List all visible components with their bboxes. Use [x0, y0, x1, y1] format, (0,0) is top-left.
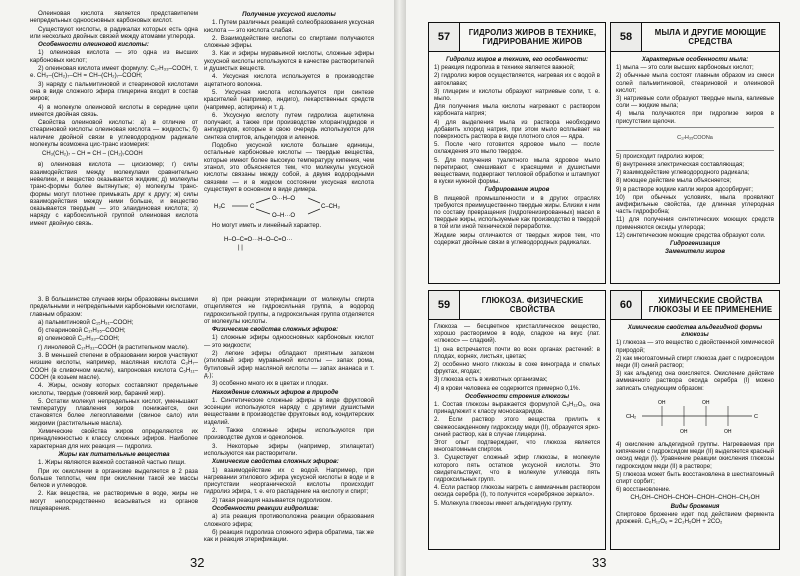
svg-text:OH: OH: [724, 428, 732, 435]
list-item: 5) глюкоза может быть восстановлена в шестиатомный спирт сорбит;: [616, 470, 774, 486]
list-item: 11) для получения синтетических моющих средств применяются оксиды углерода;: [616, 216, 774, 231]
card-58: [610, 22, 780, 284]
list-item: в) олеиновая кислота — цисизомер; г) силы взаимодействия между молекулами сравнительно невелики, и вещество оказывается жидким; д) молекулы транс-формы более вытянутые; е) молекулы транс-формы могут плотнее примыкать друг к другу; ж) силы взаимодействия между ними больше, и вещество оказывается твердым — это элаидиновая кислота; з) наряду с карбоксильной группой олеиновая кислота имеет двойную связь.: [30, 161, 198, 227]
list-item: 4) для выделения мыла из раствора необходимо добавить хлорид натрия, при этом мыло всплывает на поверхность раствора в виде плотного слоя — ядра.: [434, 118, 600, 141]
list-item: 4. Жиры, основу которых составляют предельные кислоты, твердые (говяжий жир, бараний жир).: [30, 382, 198, 397]
text-paragraph: Олеиновая кислота является представителем непредельных одноосновных карбоновых кислот.: [30, 10, 198, 25]
list-item: 1) сложные эфиры одноосновных карбоновых кислот — это жидкости;: [204, 334, 374, 349]
list-item: 4. Если раствор глюкозы нагреть с аммиачным раствором оксида серебра (I), то получится «серебряное зеркало».: [434, 484, 600, 499]
left-col1-top: [30, 10, 198, 282]
card-body: [429, 320, 605, 511]
card-body: [429, 52, 605, 250]
book-gutter: [394, 0, 406, 576]
list-item: 3. Некоторые эфиры (например, этилацетат) используются как растворители.: [204, 442, 374, 457]
card-body: [611, 320, 779, 529]
section-heading: Виды брожения: [670, 502, 720, 510]
list-item: 1) она встречается почти во всех органах растений: в плодах, корнях, листьях, цветах;: [434, 345, 600, 360]
list-item: 6. Уксусную кислоту путем гидролиза ацетилена получают, а также при производстве хлорангидридов и ангидридов, которые в свою очередь используются для синтеза спиртов, альдегидов и алкенов.: [204, 111, 374, 141]
list-item: 10) при обычных условиях, мыла проявляют амфифильные свойства, где длинная углеродная часть гидрофобна;: [616, 193, 774, 216]
list-item: 7) взаимодействие углеводородного радикала;: [616, 169, 750, 177]
list-item: 3) особенно много их в цветах и плодах.: [212, 380, 329, 388]
list-item: 3) глицерин и кислоты образуют натриевые соли, т. е. мыло.: [434, 87, 600, 103]
list-item: 1) взаимодействие их с водой. Например, при нагревании этилового эфира уксусной кислоты в воде и в присутствии неорганической кислоты происходит гидролиз эфира, т. е. его распадение на кислоту и спирт;: [204, 466, 374, 496]
section-heading: Особенности олеиновой кислоты:: [38, 41, 149, 49]
list-item: Для получения мыла кислоты нагревают с раствором карбоната натрия;: [434, 103, 600, 118]
list-item: 2) такая реакция называется гидролизом.: [212, 496, 333, 504]
card-header: [429, 23, 605, 52]
svg-text:OH: OH: [702, 399, 710, 406]
svg-text:O–H···O: O–H···O: [272, 213, 295, 220]
svg-text:H–O–C=O···H–O–C=O···: H–O–C=O···H–O–C=O···: [224, 236, 293, 243]
list-item: 1. Жиры являются важной составной частью пищи.: [38, 459, 186, 467]
list-item: 3. В большинстве случаев жиры образованы высшими предельными и непредельными карбоновыми кислотами, главным образом:: [30, 296, 198, 318]
card-header: [611, 23, 779, 52]
section-heading: Гидрогенизация: [669, 240, 721, 248]
section-heading: Жиры как питательные вещества: [58, 450, 170, 458]
glucose-structure-diagram: [622, 396, 772, 436]
section-heading: Характерные особенности мыла:: [641, 56, 749, 63]
list-item: 1) олеиновая кислота — это одна из высших карбоновых кислот;: [30, 49, 198, 64]
list-item: Химические свойства жиров определяются их принадлежностью к классу сложных эфиров. Наиболее характерная для них реакция — гидролиз.: [30, 428, 198, 450]
svg-text:O···H–O: O···H–O: [272, 196, 295, 203]
list-item: 2. Взаимодействие кислоты со спиртами получаются сложные эфиры.: [204, 34, 374, 50]
svg-text:C: C: [250, 204, 255, 211]
svg-text:OH: OH: [680, 428, 688, 435]
left-col2-bottom: [204, 296, 374, 548]
card-title: ГИДРОЛИЗ ЖИРОВ В ТЕХНИКЕ, ГИДРИРОВАНИЕ ЖИРОВ: [468, 28, 597, 46]
section-heading: Гидрирование жиров: [484, 186, 550, 194]
section-heading: Особенности реакции гидролиза:: [212, 505, 319, 513]
page-number: 33: [592, 555, 607, 570]
section-heading: Химические свойства альдегидной формы глюкозы: [627, 324, 763, 339]
list-item: 3) как альдегид она окисляется. Окисление действие аммиачного раствора оксида серебра (I) можно записать следующим образом:: [616, 370, 774, 392]
list-item: 12) синтетические моющие средства образуют соли.: [616, 231, 766, 239]
list-item: 6) восстановление.: [616, 486, 671, 494]
list-item: 2) легкие эфиры обладают приятным запахом (этиловый эфир муравьиной кислоты — запах рома, бутиловый эфир масляной кислоты — запах ананаса и т. д.);: [204, 350, 374, 379]
list-item: 5. Для получения туалетного мыла ядровое мыло перетирают, смешивают с красящими и душистыми веществами, подвергают тепловой обработке и штампуют в куски нужной формы.: [434, 156, 600, 186]
list-item: 3. В меньшей степени в образовании жиров участвуют низшие кислоты, например, масляная кислота C₃H₇–COOH (в сливочном масле), капроновая кислота C₅H₁₁–COOH (в козьем масле).: [30, 352, 198, 381]
card-57: [428, 22, 606, 284]
list-item: 5) происходит гидролиз жиров;: [616, 152, 704, 160]
list-item: г) линолевой C₁₇H₃₁–COOH (в растительном масле).: [38, 343, 189, 351]
card-title: МЫЛА И ДРУГИЕ МОЮЩИЕ СРЕДСТВА: [654, 28, 767, 46]
card-number: 59: [429, 291, 460, 319]
list-item: 2) гидролиз жиров осуществляется, нагревая их с водой в автоклавах;: [434, 72, 600, 87]
text-paragraph: в) при реакции этерификации от молекулы спирта отщепляется не гидроксильная группа, а водород гидроксильной группы, а гидроксильная группа отделяется от молекулы кислоты.: [204, 296, 374, 325]
list-item: 4) в крови человека ее содержится примерно 0,1%.: [434, 384, 581, 392]
list-item: б) реакция гидролиза сложного эфира обратима, так же как и реакция этерификации.: [204, 528, 374, 544]
list-item: 2. Как вещества, не растворимые в воде, жиры не могут непосредственно всасываться из органов пищеварения.: [30, 490, 198, 513]
linear-structure-diagram: [204, 231, 354, 251]
section-heading: Химические свойства сложных эфиров:: [212, 458, 339, 466]
list-item: 2) как многоатомный спирт глюкоза дает с гидроксидом меди (II) синий раствор;: [616, 354, 774, 370]
card-59: [428, 290, 606, 550]
svg-text:| |: | |: [238, 244, 243, 251]
list-item: При их окислении в организме выделяется в 2 раза больше теплоты, чем при окислении такой же массы белков и углеводов.: [30, 467, 198, 490]
text-paragraph: Существуют кислоты, в радикалах которых есть одна или несколько двойных связей между атомами углерода.: [30, 25, 198, 40]
card-number: 57: [429, 23, 460, 51]
right-page: [406, 0, 800, 576]
list-item: 5. Молекула глюкозы имеет альдегидную группу.: [434, 499, 573, 507]
list-item: 2) обычные мыла состоят главным образом из смеси солей пальмитиновой, стеариновой и олеиновой кислот;: [616, 72, 774, 94]
list-item: 3) глюкоза есть в животных организмах;: [434, 376, 548, 384]
svg-text:CH₂: CH₂: [626, 413, 637, 420]
list-item: Глюкоза — бесцветное кристаллическое вещество, хорошо растворимое в воде, сладкое на вкус (лат. «глюкос» — сладкий).: [434, 323, 600, 345]
list-item: 5. Остатки молекул непредельных кислот, уменьшают температуру плавления жиров понижается, они становятся более легкоплавкими (свиное сало) или жидкими (растительные масла).: [30, 397, 198, 427]
card-number: 58: [611, 23, 642, 51]
list-item: 4. Уксусная кислота используется в производстве ацетатного волокна.: [204, 73, 374, 88]
card-header: [611, 291, 779, 320]
page-number: 32: [190, 555, 205, 570]
svg-text:C: C: [754, 413, 758, 420]
list-item: 5. После чего готовится ядровое мыло — после охлаждения это мыло твердое.: [434, 141, 600, 156]
formula-line: CH₂OH‒CHOH‒CHOH‒CHOH‒CHOH‒CH₂OH: [630, 494, 760, 502]
list-item: 8) моющее действие мыла объясняется;: [616, 177, 732, 185]
list-item: Подобно уксусной кислоте большие единицы, остальные карбоновые кислоты — твердые вещества, которые имеют более высокую температуру кипения, чем этанол, это объясняется тем, что молекулы уксусной кислоты связаны между собой, а двумя водородными связями — и в жидком состоянии уксусная кислота существует в основном в виде димера.: [204, 142, 374, 193]
svg-text:H₃C: H₃C: [214, 204, 226, 211]
list-item: 2. Если раствор этого вещества прилить к свежеосажденному гидроксиду меди (II), образуется ярко-синий раствор, как в случае глицерина.: [434, 416, 600, 438]
section-heading: Получение уксусной кислоты: [242, 11, 336, 18]
list-item: 3. Существует сложный эфир глюкозы, в молекуле которого пять остатков уксусной кислоты. Это свидетельствует, что в молекуле углевода пять гидроксильных групп.: [434, 454, 600, 484]
card-title: ГЛЮКОЗА. ФИЗИЧЕСКИЕ СВОЙСТВА: [481, 296, 584, 314]
list-item: 5. Уксусная кислота используется при синтезе красителей (например, индиго), лекарственных средств (например, аспирина) и т. д.: [204, 88, 374, 111]
card-body: [611, 52, 779, 259]
svg-text:OH: OH: [658, 399, 666, 406]
list-item: 2) олеиновая кислота имеет формулу: C₁₇H₃₃–COOH, т. е. CH₃–(CH₂)₇–CH = CH–(CH₂)₇–COOH;: [30, 65, 198, 80]
reaction-scheme: [616, 127, 774, 151]
list-item: 3) натриевые соли образуют твердые мыла, калиевые соли — жидкие мыла;: [616, 95, 774, 110]
section-heading: Физические свойства сложных эфиров:: [212, 326, 339, 334]
structural-formula: CH₃(CH₂)₇ ‒ CH = CH ‒ (CH₂)₇COOH: [42, 151, 143, 158]
list-item: 9) в растворе жидкие капли жиров адсорбирует;: [616, 185, 753, 193]
list-item: В пищевой промышленности и в других отраслях требуются преимущественно твердые жиры. Близки к ним по составу превращения (гидрогенизированных) масел в твердые жиры, используемые как производство в твердой в той или иной технической переработке.: [434, 194, 600, 231]
list-item: Спиртовое брожение идет под действием фермента дрожжей. C₆H₁₂O₆ = 2C₂H₅OH + 2CO₂: [616, 510, 774, 526]
list-item: в) олеиновой C₁₇H₃₃–COOH;: [38, 335, 120, 343]
list-item: Жидкие жиры отличаются от твердых жиров тем, что содержат двойные связи в углеводородных радикалах.: [434, 231, 600, 246]
list-item: а) пальмитиновой C₁₅H₃₁–COOH;: [38, 318, 134, 326]
card-number: 60: [611, 291, 642, 319]
list-item: а) эта реакция противоположна реакции образования сложного эфира;: [204, 513, 374, 528]
list-item: 3) наряду с пальмитиновой и стеариновой кислотами она в виде сложного эфира глицерина входит в состав жиров;: [30, 80, 198, 103]
list-item: 1) мыла — это соли высших карбоновых кислот;: [616, 64, 754, 72]
section-heading: Нахождение сложных эфиров в природе: [212, 388, 339, 396]
list-item: 6) внутренняя электрическая составляющая;: [616, 161, 744, 169]
list-item: 1. Состав глюкозы выражается формулой C₆H₁₂O₆, она принадлежит к классу моносахаридов.: [434, 401, 600, 416]
svg-text:C–CH₃: C–CH₃: [321, 204, 340, 211]
text-paragraph: Но могут иметь и линейный характер.: [212, 222, 322, 230]
scheme-label: C₁₇H₃₅COONa: [677, 135, 713, 142]
card-header: [429, 291, 605, 320]
section-heading: Заменители жиров: [665, 248, 725, 256]
card-60: [610, 290, 780, 550]
list-item: б) стеариновой C₁₇H₃₅–COOH;: [38, 327, 126, 335]
dimer-structure-diagram: [204, 194, 354, 220]
list-item: 2. Также сложные эфиры используются при производстве духов и одеколонов.: [204, 427, 374, 442]
list-item: 4) в молекуле олеиновой кислоты в середине цепи имеется двойная связь.: [30, 103, 198, 118]
list-item: 4) окисление альдегидной группы. Нагреваемая при кипячении с гидроксидом меди (II) выделяется красный оксид меди (I). Уравнение реакции окисления глюкозы гидроксидом меди (II) в растворе;: [616, 441, 774, 470]
list-item: 1) реакция гидролиза в технике является важной;: [434, 64, 575, 72]
left-page: [0, 0, 394, 576]
list-item: 1. Синтетические сложные эфиры в виде фруктовой эссенции используются наряду с другими душистыми веществами в производстве фруктовых вод, кондитерских изделий.: [204, 396, 374, 426]
list-item: 3. Как и эфиры муравьиной кислоты, сложные эфиры уксусной кислоты используются в качестве растворителей и душистых веществ.: [204, 50, 374, 73]
list-item: 1. Путем различных реакций солеобразования уксусная кислота — это кислота слабая.: [204, 19, 374, 34]
list-item: 2) особенно много глюкозы в соке винограда и спелых фруктах, ягодах;: [434, 361, 600, 376]
section-heading: Особенности строения глюкозы: [464, 392, 570, 400]
left-col1-bottom: [30, 296, 198, 548]
list-item: 1) глюкоза — это вещество с двойственной химической природой;: [616, 339, 774, 354]
list-item: Этот опыт подтверждает, что глюкоза является многоатомным спиртом.: [434, 439, 600, 454]
text-paragraph: Свойства олеиновой кислоты: а) в отличие от стеариновой кислоты олеиновая кислота — жидкость; б) наличие двойной связи в углеводородном радикале молекулы возможна цис-транс изомерия:: [30, 119, 198, 149]
section-heading: Гидролиз жиров в технике, его особенности:: [445, 56, 588, 63]
list-item: 4) мыла получаются при гидролизе жиров в присутствии щелочи.: [616, 110, 774, 125]
card-title: ХИМИЧЕСКИЕ СВОЙСТВА ГЛЮКОЗЫ И ЕЕ ПРИМЕНЕНИЕ: [648, 296, 773, 314]
left-col2-top: [204, 10, 374, 282]
